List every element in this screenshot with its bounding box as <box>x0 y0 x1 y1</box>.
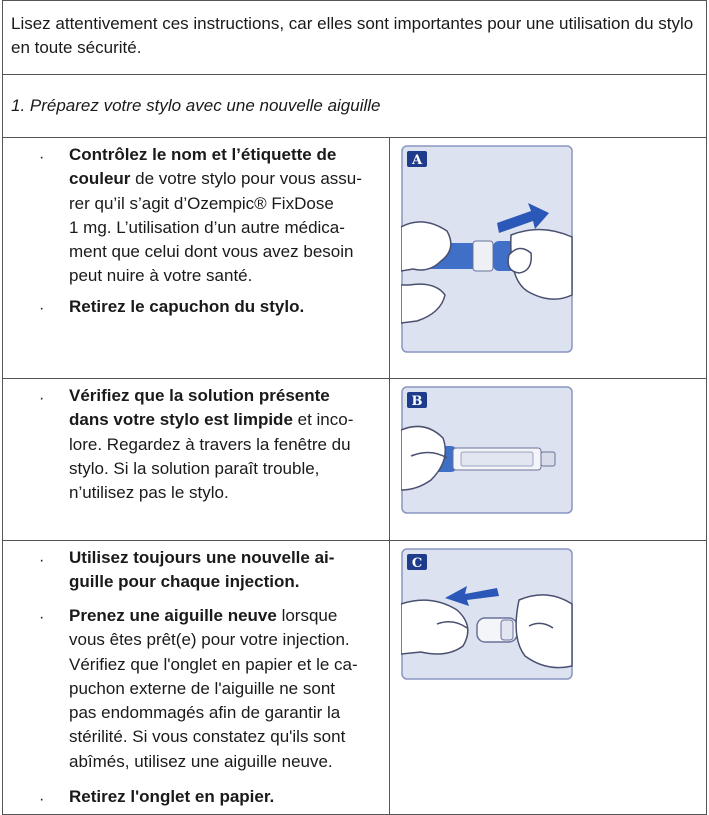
svg-text:B: B <box>411 394 423 409</box>
text-line: stylo. Si la solution paraît trouble, <box>69 458 320 478</box>
bullet-dot: · <box>39 552 45 569</box>
text-line: couleur de votre stylo pour vous assu- <box>69 169 362 189</box>
intro-box <box>2 0 707 75</box>
illustration-c <box>401 548 573 680</box>
text-line: abîmés, utilisez une aiguille neuve. <box>69 751 333 771</box>
new-needle-illustration <box>401 548 573 680</box>
text-line: Vérifiez que la solution présente <box>69 386 330 405</box>
text-line: 1 mg. L’utilisation d’un autre médica- <box>69 217 345 237</box>
bullet-dot: · <box>39 300 45 317</box>
text-line: Contrôlez le nom et l’étiquette de <box>69 145 337 164</box>
illustration-a <box>401 145 573 353</box>
step-a-bullet-2 <box>69 295 374 319</box>
step-b-bullet-1 <box>69 384 374 505</box>
step-c-bullet-2 <box>69 604 374 774</box>
text-line: vous êtes prêt(e) pour votre injection. <box>69 630 350 650</box>
text-line: Retirez le capuchon du stylo. <box>69 297 305 316</box>
column-divider <box>389 378 390 540</box>
text-line: peut nuire à votre santé. <box>69 266 253 286</box>
step-row-b <box>2 378 707 541</box>
text-line: stérilité. Si vous constatez qu'ils sont <box>69 727 346 747</box>
bullet-dot: · <box>39 390 45 407</box>
check-solution-illustration <box>401 386 573 514</box>
step-c-bullet-1 <box>69 546 374 595</box>
text-line: dans votre stylo est limpide et inco- <box>69 410 354 430</box>
text-line: Retirez l'onglet en papier. <box>69 787 275 806</box>
bullet-dot: · <box>39 149 45 166</box>
text-line: puchon externe de l'aiguille ne sont <box>69 678 335 698</box>
step-row-a <box>2 137 707 379</box>
text-line: guille pour chaque injection. <box>69 572 300 592</box>
text-line: n’utilisez pas le stylo. <box>69 483 229 503</box>
svg-text:C: C <box>411 556 423 571</box>
text-line: lore. Regardez à travers la fenêtre du <box>69 434 351 454</box>
svg-text:A: A <box>411 153 423 168</box>
text-line: Utilisez toujours une nouvelle ai- <box>69 548 335 567</box>
column-divider <box>389 137 390 378</box>
bullet-dot: · <box>39 609 45 626</box>
text-line: rer qu’il s’agit d’Ozempic® FixDose <box>69 193 334 213</box>
text-line: pas endommagés afin de garantir la <box>69 703 341 723</box>
step-row-c <box>2 540 707 815</box>
illustration-b <box>401 386 573 514</box>
remove-cap-illustration <box>401 145 573 353</box>
intro-text: Lisez attentivement ces instructions, car elles sont importantes pour une utilisation du stylo en toute sécurité. <box>11 14 694 57</box>
column-divider <box>389 540 390 814</box>
text-line: ment que celui dont vous avez besoin <box>69 242 354 262</box>
section-heading: 1. Préparez votre stylo avec une nouvelle aiguille <box>11 96 381 115</box>
section-heading-row <box>2 74 707 138</box>
text-line: Vérifiez que l'onglet en papier et le ca- <box>69 654 358 674</box>
step-a-bullet-1 <box>69 143 374 289</box>
step-c-bullet-3 <box>69 785 374 809</box>
instructions-document <box>2 0 707 811</box>
bullet-dot: · <box>39 791 45 808</box>
text-line: Prenez une aiguille neuve lorsque <box>69 606 338 625</box>
